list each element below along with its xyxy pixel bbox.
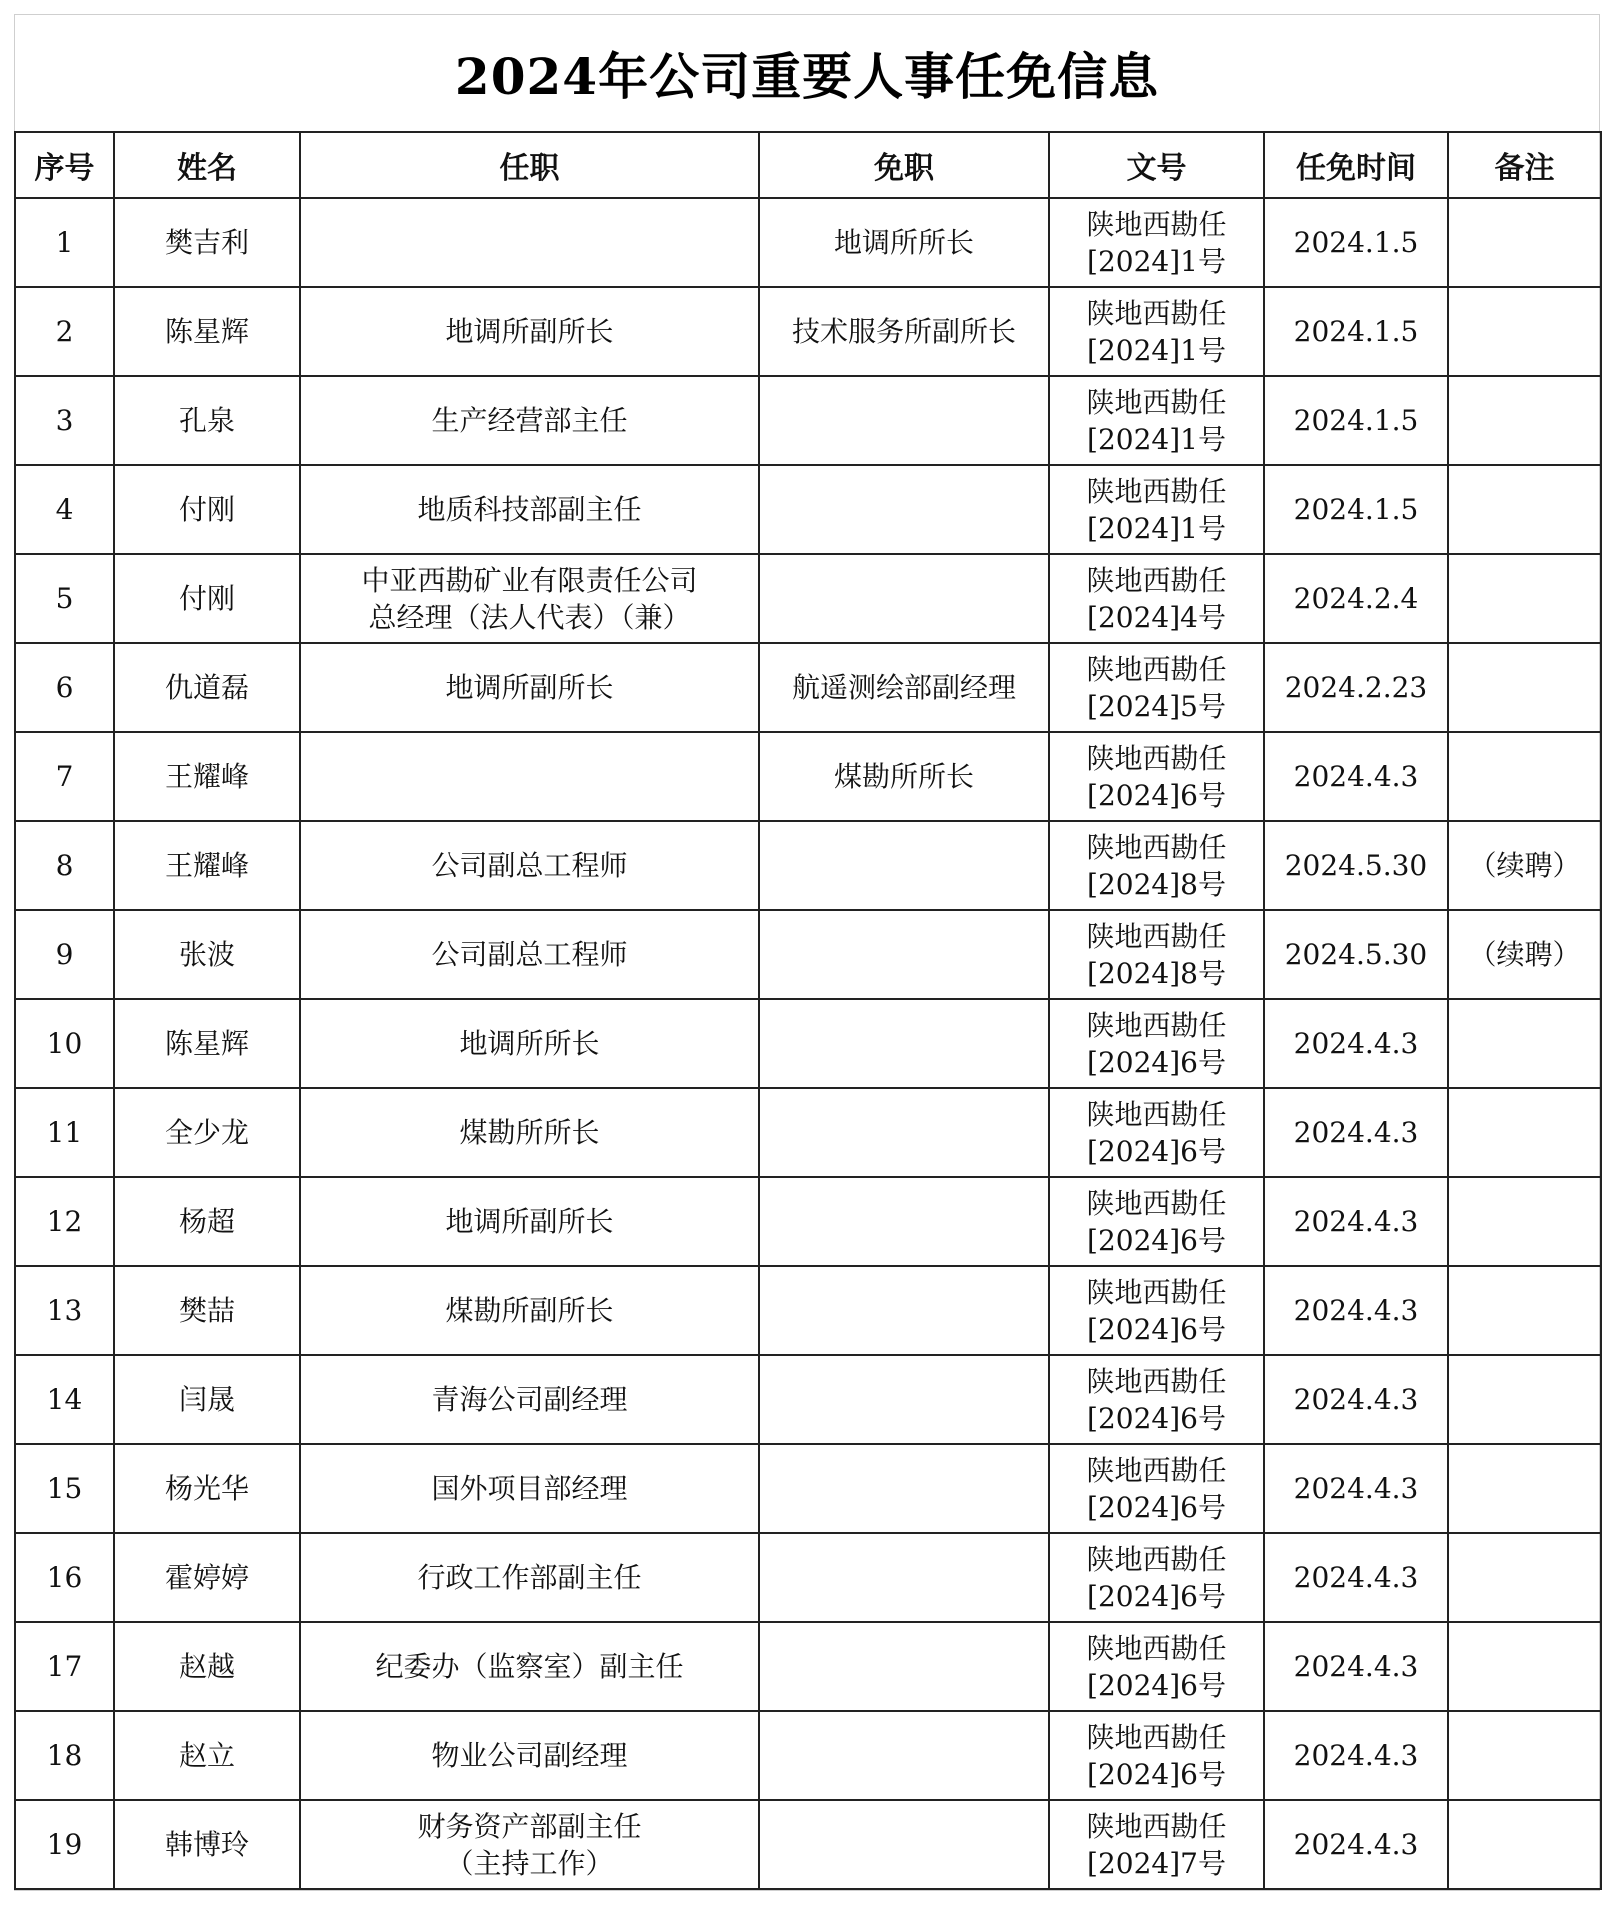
cell-remove [759, 1355, 1049, 1444]
table-row [15, 1622, 1601, 1711]
cell-date: 2024.4.3 [1264, 1800, 1448, 1889]
cell-no: 14 [15, 1355, 114, 1444]
cell-name: 张波 [114, 910, 300, 999]
cell-no: 11 [15, 1088, 114, 1177]
table-row [15, 1177, 1601, 1266]
cell-name: 赵立 [114, 1711, 300, 1800]
header-row [15, 132, 1601, 198]
cell-date: 2024.4.3 [1264, 1622, 1448, 1711]
cell-name: 陈星辉 [114, 287, 300, 376]
cell-doc: 陕地西勘任 [2024]6号 [1049, 1711, 1264, 1800]
cell-appoint: 煤勘所所长 [300, 1088, 759, 1177]
table-row [15, 465, 1601, 554]
cell-no: 18 [15, 1711, 114, 1800]
cell-date: 2024.4.3 [1264, 1355, 1448, 1444]
cell-doc: 陕地西勘任 [2024]6号 [1049, 999, 1264, 1088]
cell-date: 2024.4.3 [1264, 732, 1448, 821]
cell-no: 2 [15, 287, 114, 376]
cell-remove: 技术服务所副所长 [759, 287, 1049, 376]
cell-date: 2024.1.5 [1264, 465, 1448, 554]
cell-note [1448, 1088, 1601, 1177]
table-row [15, 910, 1601, 999]
cell-name: 韩博玲 [114, 1800, 300, 1889]
cell-name: 王耀峰 [114, 732, 300, 821]
cell-date: 2024.1.5 [1264, 376, 1448, 465]
cell-date: 2024.1.5 [1264, 287, 1448, 376]
cell-no: 12 [15, 1177, 114, 1266]
cell-doc: 陕地西勘任 [2024]6号 [1049, 732, 1264, 821]
cell-doc: 陕地西勘任 [2024]8号 [1049, 910, 1264, 999]
cell-note [1448, 198, 1601, 287]
cell-no: 13 [15, 1266, 114, 1355]
cell-no: 15 [15, 1444, 114, 1533]
cell-appoint: 地质科技部副主任 [300, 465, 759, 554]
table-row [15, 821, 1601, 910]
table-row [15, 376, 1601, 465]
cell-name: 赵越 [114, 1622, 300, 1711]
cell-date: 2024.1.5 [1264, 198, 1448, 287]
cell-note [1448, 1622, 1601, 1711]
cell-note: （续聘） [1448, 821, 1601, 910]
cell-remove [759, 1622, 1049, 1711]
cell-name: 霍婷婷 [114, 1533, 300, 1622]
cell-doc: 陕地西勘任 [2024]1号 [1049, 287, 1264, 376]
table-body [15, 198, 1601, 1889]
cell-note [1448, 1444, 1601, 1533]
cell-doc: 陕地西勘任 [2024]5号 [1049, 643, 1264, 732]
table-row [15, 999, 1601, 1088]
cell-no: 16 [15, 1533, 114, 1622]
col-header-note: 备注 [1448, 132, 1601, 198]
page-title: 2024年公司重要人事任免信息 [454, 47, 1160, 106]
cell-appoint: 地调所副所长 [300, 643, 759, 732]
cell-name: 陈星辉 [114, 999, 300, 1088]
cell-remove [759, 1533, 1049, 1622]
cell-name: 樊吉利 [114, 198, 300, 287]
cell-note [1448, 1711, 1601, 1800]
cell-appoint: 青海公司副经理 [300, 1355, 759, 1444]
cell-note [1448, 1355, 1601, 1444]
cell-appoint: 行政工作部副主任 [300, 1533, 759, 1622]
table-row [15, 1355, 1601, 1444]
cell-no: 4 [15, 465, 114, 554]
cell-doc: 陕地西勘任 [2024]6号 [1049, 1355, 1264, 1444]
cell-no: 3 [15, 376, 114, 465]
cell-no: 17 [15, 1622, 114, 1711]
table-row [15, 1088, 1601, 1177]
cell-appoint [300, 198, 759, 287]
appointment-table [14, 131, 1602, 1890]
cell-date: 2024.4.3 [1264, 1088, 1448, 1177]
cell-no: 5 [15, 554, 114, 643]
cell-doc: 陕地西勘任 [2024]7号 [1049, 1800, 1264, 1889]
cell-appoint: 国外项目部经理 [300, 1444, 759, 1533]
table-row [15, 1266, 1601, 1355]
cell-appoint: 地调所副所长 [300, 1177, 759, 1266]
cell-note [1448, 732, 1601, 821]
col-header-no: 序号 [15, 132, 114, 198]
cell-date: 2024.4.3 [1264, 999, 1448, 1088]
cell-note [1448, 1266, 1601, 1355]
cell-no: 1 [15, 198, 114, 287]
cell-remove: 煤勘所所长 [759, 732, 1049, 821]
table-row [15, 287, 1601, 376]
cell-name: 樊喆 [114, 1266, 300, 1355]
table-row [15, 1800, 1601, 1889]
cell-no: 9 [15, 910, 114, 999]
cell-remove [759, 1711, 1049, 1800]
cell-appoint: 物业公司副经理 [300, 1711, 759, 1800]
cell-remove [759, 910, 1049, 999]
col-header-appoint: 任职 [300, 132, 759, 198]
cell-note [1448, 999, 1601, 1088]
cell-appoint: 生产经营部主任 [300, 376, 759, 465]
cell-doc: 陕地西勘任 [2024]1号 [1049, 465, 1264, 554]
cell-doc: 陕地西勘任 [2024]6号 [1049, 1177, 1264, 1266]
col-header-remove: 免职 [759, 132, 1049, 198]
cell-date: 2024.2.4 [1264, 554, 1448, 643]
cell-doc: 陕地西勘任 [2024]6号 [1049, 1088, 1264, 1177]
cell-name: 杨光华 [114, 1444, 300, 1533]
cell-name: 孔泉 [114, 376, 300, 465]
cell-doc: 陕地西勘任 [2024]1号 [1049, 198, 1264, 287]
col-header-name: 姓名 [114, 132, 300, 198]
cell-note [1448, 465, 1601, 554]
cell-date: 2024.4.3 [1264, 1177, 1448, 1266]
cell-appoint: 纪委办（监察室）副主任 [300, 1622, 759, 1711]
table-row [15, 198, 1601, 287]
cell-no: 19 [15, 1800, 114, 1889]
cell-doc: 陕地西勘任 [2024]8号 [1049, 821, 1264, 910]
table-row [15, 643, 1601, 732]
cell-remove [759, 1444, 1049, 1533]
table-row [15, 1444, 1601, 1533]
cell-doc: 陕地西勘任 [2024]6号 [1049, 1533, 1264, 1622]
cell-date: 2024.4.3 [1264, 1444, 1448, 1533]
cell-name: 闫晟 [114, 1355, 300, 1444]
cell-remove [759, 821, 1049, 910]
cell-doc: 陕地西勘任 [2024]6号 [1049, 1266, 1264, 1355]
cell-date: 2024.4.3 [1264, 1266, 1448, 1355]
cell-remove [759, 1088, 1049, 1177]
col-header-doc: 文号 [1049, 132, 1264, 198]
table-row [15, 554, 1601, 643]
cell-name: 王耀峰 [114, 821, 300, 910]
cell-remove [759, 1800, 1049, 1889]
cell-date: 2024.4.3 [1264, 1711, 1448, 1800]
cell-no: 6 [15, 643, 114, 732]
cell-remove [759, 554, 1049, 643]
cell-appoint: 地调所副所长 [300, 287, 759, 376]
cell-name: 杨超 [114, 1177, 300, 1266]
cell-note [1448, 643, 1601, 732]
cell-name: 仇道磊 [114, 643, 300, 732]
cell-appoint: 煤勘所副所长 [300, 1266, 759, 1355]
cell-remove [759, 465, 1049, 554]
cell-no: 7 [15, 732, 114, 821]
cell-appoint [300, 732, 759, 821]
cell-appoint: 公司副总工程师 [300, 910, 759, 999]
spreadsheet [14, 14, 1600, 1891]
cell-date: 2024.5.30 [1264, 821, 1448, 910]
cell-appoint: 财务资产部副主任 （主持工作） [300, 1800, 759, 1889]
cell-remove [759, 376, 1049, 465]
cell-note [1448, 1533, 1601, 1622]
cell-note [1448, 287, 1601, 376]
col-header-date: 任免时间 [1264, 132, 1448, 198]
cell-remove [759, 1177, 1049, 1266]
cell-note [1448, 554, 1601, 643]
cell-doc: 陕地西勘任 [2024]4号 [1049, 554, 1264, 643]
cell-name: 付刚 [114, 465, 300, 554]
table-row [15, 1533, 1601, 1622]
cell-doc: 陕地西勘任 [2024]6号 [1049, 1444, 1264, 1533]
cell-note [1448, 1177, 1601, 1266]
cell-remove [759, 999, 1049, 1088]
cell-remove [759, 1266, 1049, 1355]
cell-date: 2024.2.23 [1264, 643, 1448, 732]
cell-date: 2024.5.30 [1264, 910, 1448, 999]
cell-note [1448, 1800, 1601, 1889]
cell-doc: 陕地西勘任 [2024]6号 [1049, 1622, 1264, 1711]
cell-remove: 航遥测绘部副经理 [759, 643, 1049, 732]
cell-name: 全少龙 [114, 1088, 300, 1177]
table-row [15, 732, 1601, 821]
cell-appoint: 地调所所长 [300, 999, 759, 1088]
cell-doc: 陕地西勘任 [2024]1号 [1049, 376, 1264, 465]
cell-appoint: 公司副总工程师 [300, 821, 759, 910]
cell-no: 10 [15, 999, 114, 1088]
cell-date: 2024.4.3 [1264, 1533, 1448, 1622]
table-row [15, 1711, 1601, 1800]
cell-name: 付刚 [114, 554, 300, 643]
cell-note [1448, 376, 1601, 465]
cell-remove: 地调所所长 [759, 198, 1049, 287]
cell-no: 8 [15, 821, 114, 910]
cell-appoint: 中亚西勘矿业有限责任公司 总经理（法人代表）（兼） [300, 554, 759, 643]
cell-note: （续聘） [1448, 910, 1601, 999]
